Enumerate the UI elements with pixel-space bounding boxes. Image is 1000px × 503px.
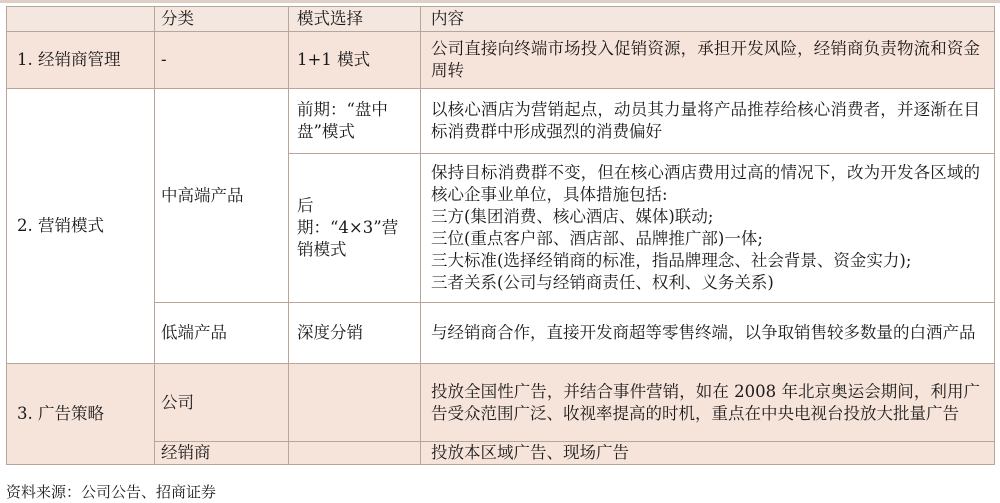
content-line: 三方(集团消费、核心酒店、媒体)联动; — [431, 207, 714, 226]
content-cell: 公司直接向终端市场投入促销资源，承担开发风险，经销商负责物流和资金周转 — [421, 32, 995, 89]
header-empty-cell — [7, 7, 155, 32]
table-row — [7, 364, 995, 442]
mode-cell: 深度分销 — [289, 303, 421, 364]
table-row — [7, 303, 995, 364]
content-cell: 投放全国性广告，并结合事件营销，如在 2008 年北京奥运会期间，利用广告受众范围广泛、收视率提高的时机，重点在中央电视台投放大批量广告 — [421, 364, 995, 442]
content-cell: 与经销商合作，直接开发商超等零售终端，以争取销售较多数量的白酒产品 — [421, 303, 995, 364]
table-row — [7, 442, 995, 465]
marketing-strategy-table — [6, 6, 995, 465]
mode-cell: 前期：“盘中盘”模式 — [289, 89, 421, 154]
table-row — [7, 32, 995, 89]
top-rule — [0, 0, 1000, 3]
subcategory-cell: 中高端产品 — [155, 89, 289, 303]
content-cell — [421, 154, 995, 303]
mode-cell: 后期：“4×3”营销模式 — [289, 154, 421, 303]
header-content: 内容 — [421, 7, 995, 32]
table-header-row — [7, 7, 995, 32]
content-cell: 以核心酒店为营销起点，动员其力量将产品推荐给核心消费者，并逐渐在目标消费群中形成强烈的消费偏好 — [421, 89, 995, 154]
source-note: 资料来源：公司公告、招商证券 — [6, 483, 217, 501]
header-mode: 模式选择 — [289, 7, 421, 32]
subcategory-cell: - — [155, 32, 289, 89]
mode-cell — [289, 364, 421, 442]
category-cell: 3. 广告策略 — [7, 364, 155, 465]
subcategory-cell: 公司 — [155, 364, 289, 442]
subcategory-cell: 经销商 — [155, 442, 289, 465]
category-cell: 1. 经销商管理 — [7, 32, 155, 89]
mode-cell — [289, 442, 421, 465]
header-category: 分类 — [155, 7, 289, 32]
subcategory-cell: 低端产品 — [155, 303, 289, 364]
mode-cell: 1+1 模式 — [289, 32, 421, 89]
content-line: 三大标准(选择经销商的标准，指品牌理念、社会背景、资金实力); — [431, 251, 912, 270]
category-cell: 2. 营销模式 — [7, 89, 155, 364]
content-line: 三者关系(公司与经销商责任、权利、义务关系) — [431, 273, 774, 292]
content-line: 保持目标消费群不变，但在核心酒店费用过高的情况下，改为开发各区域的核心企事业单位，具体措施包括: — [431, 163, 980, 204]
content-cell: 投放本区域广告、现场广告 — [421, 442, 995, 465]
content-line: 三位(重点客户部、酒店部、品牌推广部)一体; — [431, 229, 763, 248]
table-row — [7, 89, 995, 154]
